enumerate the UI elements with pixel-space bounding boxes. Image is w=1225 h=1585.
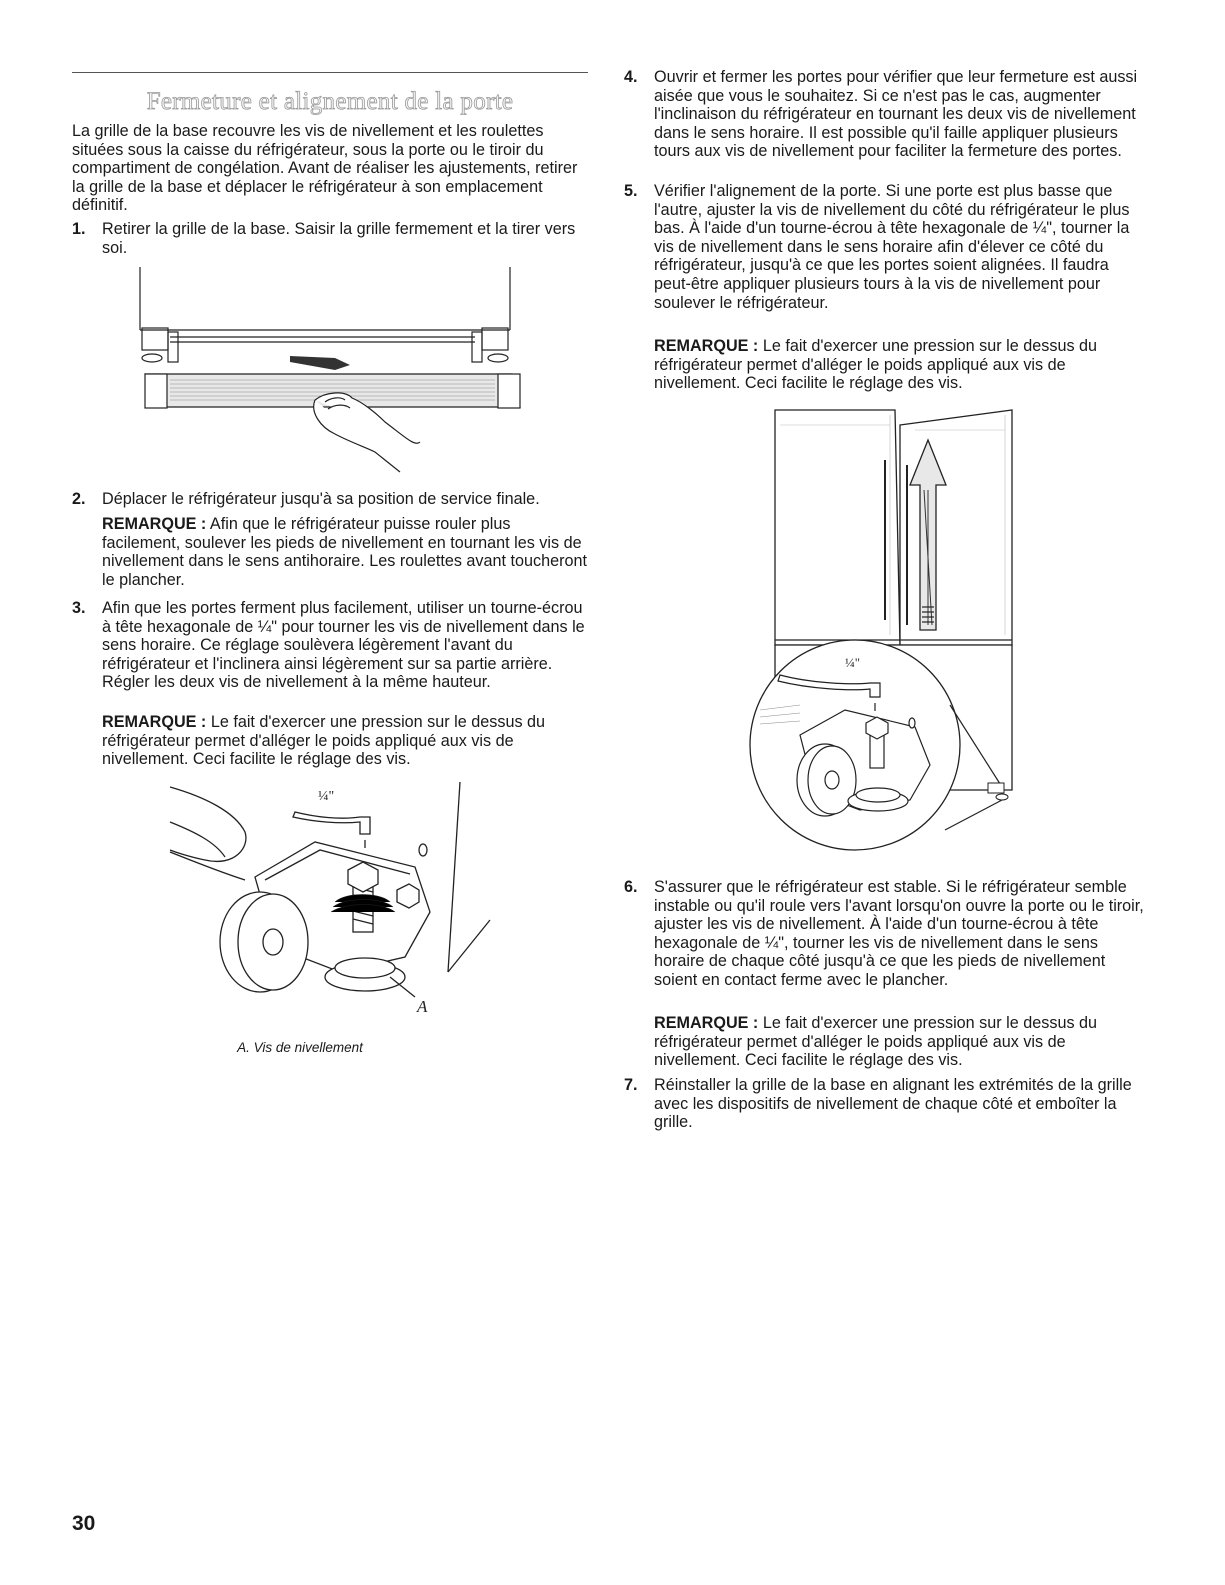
step-text: Ouvrir et fermer les portes pour vérifier que leur fermeture est aussi aisée que vous le souhaitez. Si ce n'est pas le cas, augmenter l'inclinaison du réfrigérateur en tournant les deux vis de nivellement dans le sens horaire. Il est possible qu'il faille appliquer plusieurs tours aux vis de nivellement pour faciliter la fermeture des portes. [654,68,1138,161]
leveling-figure-caption: A. Vis de nivellement [237,1040,363,1055]
step-2-note [102,515,590,589]
section-top-rule [72,72,588,73]
step-number: 7. [624,1076,638,1094]
step-number: 2. [72,490,86,508]
door-alignment-figure [740,405,1020,865]
note-label: REMARQUE : [102,515,207,533]
step-text: S'assurer que le réfrigérateur est stable. Si le réfrigérateur semble instable ou qu'il roule vers l'avant lorsqu'on ouvre la porte ou le tiroir, ajuster les vis de nivellement. À l'aide d'un tourne-écrou à tête hexagonale de ¼", tourner les vis de nivellement dans le sens horaire de chaque côté jusqu'à ce que les pieds de nivellement soient en contact ferme avec le plancher. [654,878,1144,989]
note-label: REMARQUE : [102,713,207,731]
callout-a-label: A [417,997,428,1016]
note-text: Afin que le réfrigérateur puisse rouler plus facilement, soulever les pieds de nivellement en tournant les vis de nivellement dans le sens antihoraire. Les roulettes avant toucheront le plancher. [102,515,588,589]
page-number: 30 [72,1512,96,1535]
base-grille-figure [130,262,530,477]
note-text: Le fait d'exercer une pression sur le dessus du réfrigérateur permet d'alléger le poids appliqué aux vis de nivellement. Ceci facilite le réglage des vis. [102,713,546,769]
step-text: Réinstaller la grille de la base en alignant les extrémités de la grille avec les dispositifs de nivellement de chaque côté et emboîter la grille. [654,1076,1132,1132]
step-number: 4. [624,68,638,86]
step-text: Afin que les portes ferment plus facilement, utiliser un tourne-écrou à tête hexagonale de ¼" pour tourner les vis de nivellement dans le sens horaire. Ce réglage soulèvera légèrement l'avant du réfrigérateur et l'inclinera ainsi légèrement sur sa partie arrière. Régler les deux vis de nivellement à la même hauteur. [102,599,585,692]
step-3-note [102,713,590,769]
step-text: Retirer la grille de la base. Saisir la grille fermement et la tirer vers soi. [102,220,576,257]
section-title: Fermeture et alignement de la porte [146,88,514,115]
note-label: REMARQUE : [654,1014,759,1032]
step-6-note [654,1014,1144,1070]
door-wrench-size-label: ¼" [845,655,861,670]
wrench-size-label: ¼" [318,789,335,804]
step-number: 3. [72,599,86,617]
step-5-note [654,337,1144,393]
step-number: 1. [72,220,86,238]
step-text: Déplacer le réfrigérateur jusqu'à sa position de service finale. [102,490,540,508]
step-number: 6. [624,878,638,896]
step-number: 5. [624,182,638,200]
step-text: Vérifier l'alignement de la porte. Si une porte est plus basse que l'autre, ajuster la vis de nivellement du côté du réfrigérateur le plus bas. À l'aide d'un tourne-écrou à tête hexagonale de ¼", tourner la vis de nivellement dans le sens horaire afin d'élever ce côté du réfrigérateur, jusqu'à ce que les portes soient alignées. Il faudra peut-être appliquer plusieurs tours à la vis de nivellement pour soulever le réfrigérateur. [654,182,1130,312]
note-text: Le fait d'exercer une pression sur le dessus du réfrigérateur permet d'alléger le poids appliqué aux vis de nivellement. Ceci facilite le réglage des vis. [654,337,1098,393]
leveling-screw-figure [165,772,500,1017]
note-text: Le fait d'exercer une pression sur le dessus du réfrigérateur permet d'alléger le poids appliqué aux vis de nivellement. Ceci facilite le réglage des vis. [654,1014,1098,1070]
note-label: REMARQUE : [654,337,759,355]
intro-paragraph: La grille de la base recouvre les vis de nivellement et les roulettes situées sous la caisse du réfrigérateur, sous la porte ou le tiroir du compartiment de congélation. Avant de réaliser les ajustements, retirer la grille de la base et déplacer le réfrigérateur à son emplacement définitif. [72,122,578,215]
